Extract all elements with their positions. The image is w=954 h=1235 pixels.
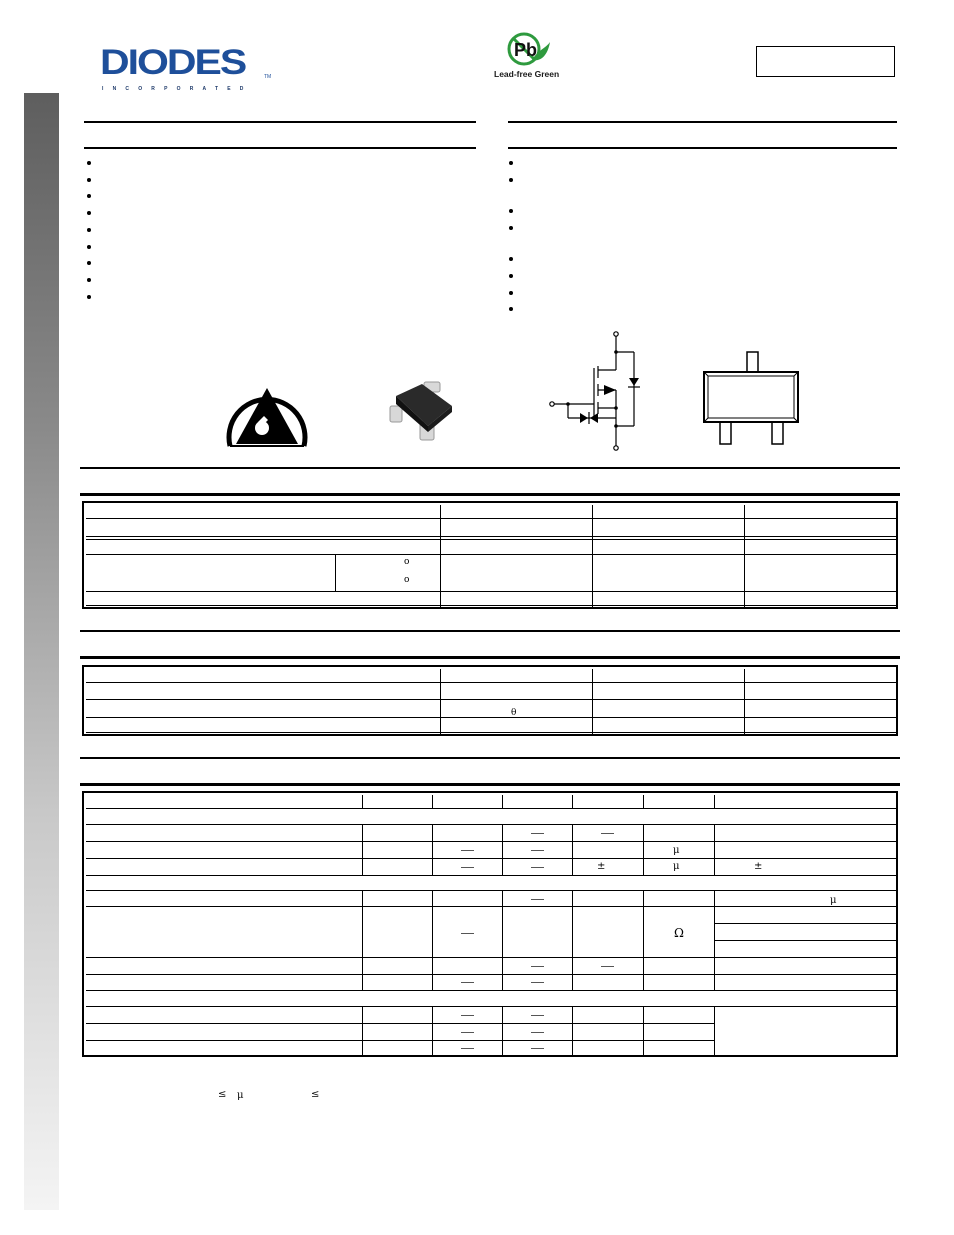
empty-value-dash — [531, 1032, 544, 1033]
list-item — [87, 295, 91, 299]
max-ratings-rule-bottom — [80, 493, 900, 496]
part-number-box — [756, 46, 895, 77]
table-column — [592, 505, 593, 607]
pb-free-icon — [494, 32, 564, 70]
table-column — [714, 795, 715, 809]
list-item — [509, 291, 513, 295]
table-column — [714, 1006, 715, 1055]
table-column — [592, 669, 593, 734]
list-item — [509, 161, 513, 165]
table-column — [432, 890, 433, 990]
sot23-package-icon — [386, 378, 456, 444]
list-item — [87, 228, 91, 232]
table-row — [86, 591, 896, 592]
theta-symbol: θ — [511, 708, 517, 718]
table-column — [572, 890, 573, 990]
max-ratings-table — [82, 501, 898, 609]
features-rule-top — [84, 121, 476, 123]
mosfet-schematic-icon — [548, 330, 642, 452]
micro-symbol: μ — [673, 845, 680, 856]
diodes-logo — [100, 42, 272, 96]
table-row — [86, 875, 896, 876]
table-column — [502, 1006, 503, 1055]
note-le-symbol: ≤ — [218, 1089, 227, 1100]
table-row — [86, 858, 896, 859]
lead-free-label: Lead-free Green — [494, 69, 560, 79]
empty-value-dash — [531, 867, 544, 868]
empty-value-dash — [601, 833, 614, 834]
table-column — [432, 824, 433, 875]
table-column — [714, 890, 715, 990]
empty-value-dash — [531, 966, 544, 967]
electrical-rule-top — [80, 757, 900, 759]
table-row — [86, 1040, 714, 1041]
mechanical-rule-bottom — [508, 147, 897, 149]
table-column — [572, 795, 573, 809]
table-column — [502, 795, 503, 809]
degree-symbol: o — [404, 575, 410, 585]
empty-value-dash — [531, 899, 544, 900]
note-micro-symbol: μ — [237, 1090, 244, 1101]
omega-symbol: Ω — [674, 926, 684, 940]
table-row — [86, 990, 896, 991]
mechanical-rule-top — [508, 121, 897, 123]
table-row — [86, 974, 896, 975]
list-item — [87, 194, 91, 198]
thermal-table — [82, 665, 898, 736]
max-ratings-rule-top — [80, 467, 900, 469]
list-item — [87, 278, 91, 282]
table-column — [440, 669, 441, 734]
empty-value-dash — [461, 1032, 474, 1033]
table-row — [86, 1006, 896, 1007]
empty-value-dash — [461, 1048, 474, 1049]
table-row — [86, 824, 896, 825]
table-column — [572, 824, 573, 875]
list-item — [87, 261, 91, 265]
table-column — [643, 824, 644, 875]
table-column — [502, 890, 503, 990]
empty-value-dash — [461, 867, 474, 868]
esd-warning-icon — [224, 378, 310, 448]
pb-text: Pb — [514, 40, 538, 60]
table-row — [86, 906, 896, 907]
electrical-table — [82, 791, 898, 1057]
logo-subtitle: INCORPORATED — [102, 86, 253, 92]
micro-symbol: μ — [830, 895, 837, 906]
table-row — [86, 1023, 714, 1024]
table-column — [643, 1006, 644, 1055]
side-gradient-bar — [24, 93, 59, 1210]
note-le-symbol: ≤ — [311, 1089, 320, 1100]
list-item — [87, 178, 91, 182]
table-column — [744, 669, 745, 734]
table-column — [643, 795, 644, 809]
table-row — [86, 682, 896, 683]
thermal-rule-bottom — [80, 656, 900, 659]
empty-value-dash — [531, 850, 544, 851]
list-item — [87, 245, 91, 249]
list-item — [509, 257, 513, 261]
table-row — [86, 841, 896, 842]
empty-value-dash — [461, 982, 474, 983]
table-column — [432, 1006, 433, 1055]
empty-value-dash — [531, 982, 544, 983]
table-column — [362, 890, 363, 990]
plus-minus-symbol: ± — [754, 861, 763, 872]
table-row — [86, 536, 896, 537]
logo-wordmark: DIODES — [100, 42, 246, 82]
table-row — [86, 732, 896, 733]
table-row — [714, 923, 896, 924]
logo-trademark: TM — [264, 74, 272, 80]
list-item — [509, 274, 513, 278]
table-column — [362, 824, 363, 875]
table-row — [86, 890, 896, 891]
table-row — [86, 554, 896, 555]
empty-value-dash — [461, 1015, 474, 1016]
table-column — [643, 890, 644, 990]
table-row — [714, 940, 896, 941]
table-row — [86, 808, 896, 809]
list-item — [509, 209, 513, 213]
electrical-rule-bottom — [80, 783, 900, 786]
table-row — [86, 957, 896, 958]
table-column — [714, 824, 715, 875]
table-column — [502, 824, 503, 875]
features-rule-bottom — [84, 147, 476, 149]
list-item — [509, 226, 513, 230]
empty-value-dash — [531, 1015, 544, 1016]
table-row — [86, 699, 896, 700]
list-item — [87, 211, 91, 215]
empty-value-dash — [461, 933, 474, 934]
sot23-outline-icon — [702, 350, 802, 446]
list-item — [509, 178, 513, 182]
list-item — [509, 307, 513, 311]
empty-value-dash — [461, 850, 474, 851]
table-column — [572, 1006, 573, 1055]
lead-free-badge — [494, 32, 564, 82]
table-row — [86, 539, 896, 540]
table-column — [362, 1006, 363, 1055]
thermal-rule-top — [80, 630, 900, 632]
empty-value-dash — [531, 833, 544, 834]
table-row — [86, 605, 896, 606]
table-row — [86, 717, 896, 718]
table-column — [432, 795, 433, 809]
plus-minus-symbol: ± — [597, 861, 606, 872]
micro-symbol: μ — [673, 861, 680, 872]
table-column — [362, 795, 363, 809]
empty-value-dash — [531, 1048, 544, 1049]
list-item — [87, 161, 91, 165]
empty-value-dash — [601, 966, 614, 967]
table-column — [744, 505, 745, 607]
table-row — [86, 518, 896, 519]
degree-symbol: o — [404, 557, 410, 567]
table-column — [440, 505, 441, 607]
table-column — [335, 554, 336, 591]
